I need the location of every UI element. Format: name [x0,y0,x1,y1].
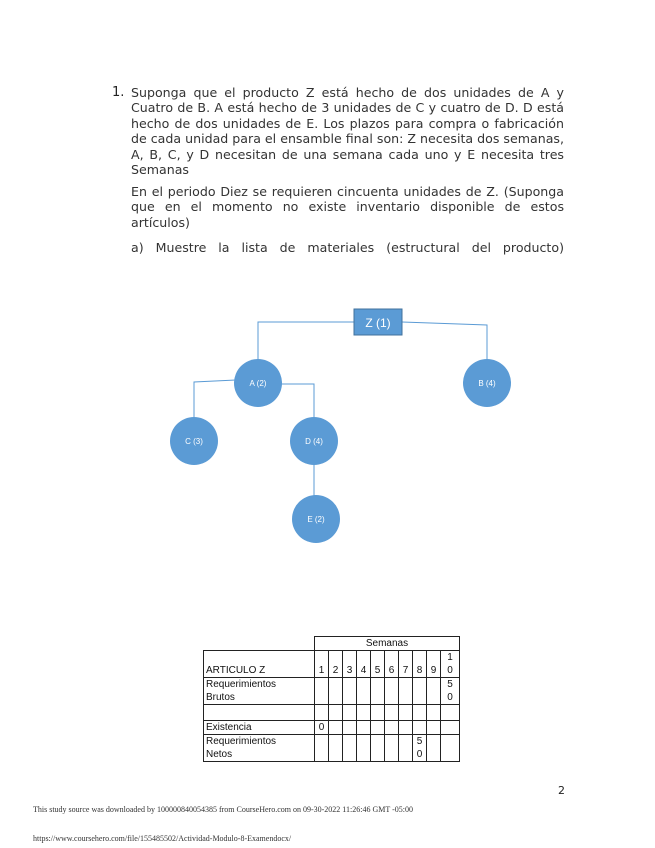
node-c-label: C (3) [185,437,203,446]
source-url: https://www.coursehero.com/file/155485502/Actividad-Modulo-8-Examendocx/ [33,834,292,843]
problem-statement: Suponga que el producto Z está hecho de dos unidades de A y Cuatro de B. A está hecho de 3 unidades de C y cuatro de D. D está hecho de dos unidades de E. Los plazos para compra o fabricación de cada unidad para el ensamble final son: Z necesita dos semanas, A, B, C, y D necesitan de una semana cada uno y E necesita tres Semanas [131,85,564,178]
connector-z-b [402,322,487,360]
net-requirements-week8: 5 0 [413,735,427,762]
week-cell: 9 [427,651,441,678]
task-a: a) Muestre la lista de materiales (estructural del producto) [131,240,564,255]
node-z [354,309,402,335]
node-c [170,417,218,465]
row-spacer [204,705,460,721]
connector-z-a [258,322,354,360]
week-cell: 6 [385,651,399,678]
table-week-row [204,651,460,678]
tree-connectors [194,322,487,496]
week-cell: 5 [371,651,385,678]
download-notice: This study source was downloaded by 100000840054385 from CourseHero.com on 09-30-2022 11:26:46 GMT -05:00 [33,805,413,814]
question-number: 1. [112,85,125,100]
inventory-week1: 0 [315,721,329,735]
table-header-row [204,637,460,651]
item-label: ARTICULO Z [204,651,315,678]
node-d-label: D (4) [305,437,323,446]
week-cell-10: 1 0 [441,651,460,678]
inventory-label: Existencia [204,721,315,735]
gross-requirements-week10: 5 0 [441,678,460,705]
node-b-label: B (4) [478,379,496,388]
net-requirements-label: Requerimientos Netos [204,735,315,762]
node-e-label: E (2) [307,515,325,524]
page-number: 2 [558,784,565,797]
row-inventory [204,721,460,735]
week-cell: 7 [399,651,413,678]
connector-a-d [280,384,314,418]
node-a [234,359,282,407]
row-net-requirements [204,735,460,762]
week-cell: 1 [315,651,329,678]
connector-a-c [194,380,236,418]
problem-condition: En el periodo Diez se requieren cincuenta unidades de Z. (Suponga que en el momento no existe inventario disponible de estos artículos) [131,184,564,230]
week-cell: 4 [357,651,371,678]
node-b [463,359,511,407]
gross-requirements-label: Requerimientos Brutos [204,678,315,705]
week-cell: 3 [343,651,357,678]
node-z-label: Z (1) [365,316,391,330]
node-d [290,417,338,465]
row-gross-requirements [204,678,460,705]
mrp-table [203,636,460,762]
week-cell: 8 [413,651,427,678]
node-a-label: A (2) [249,379,267,388]
node-e [292,495,340,543]
week-cell: 2 [329,651,343,678]
weeks-header: Semanas [315,637,460,651]
